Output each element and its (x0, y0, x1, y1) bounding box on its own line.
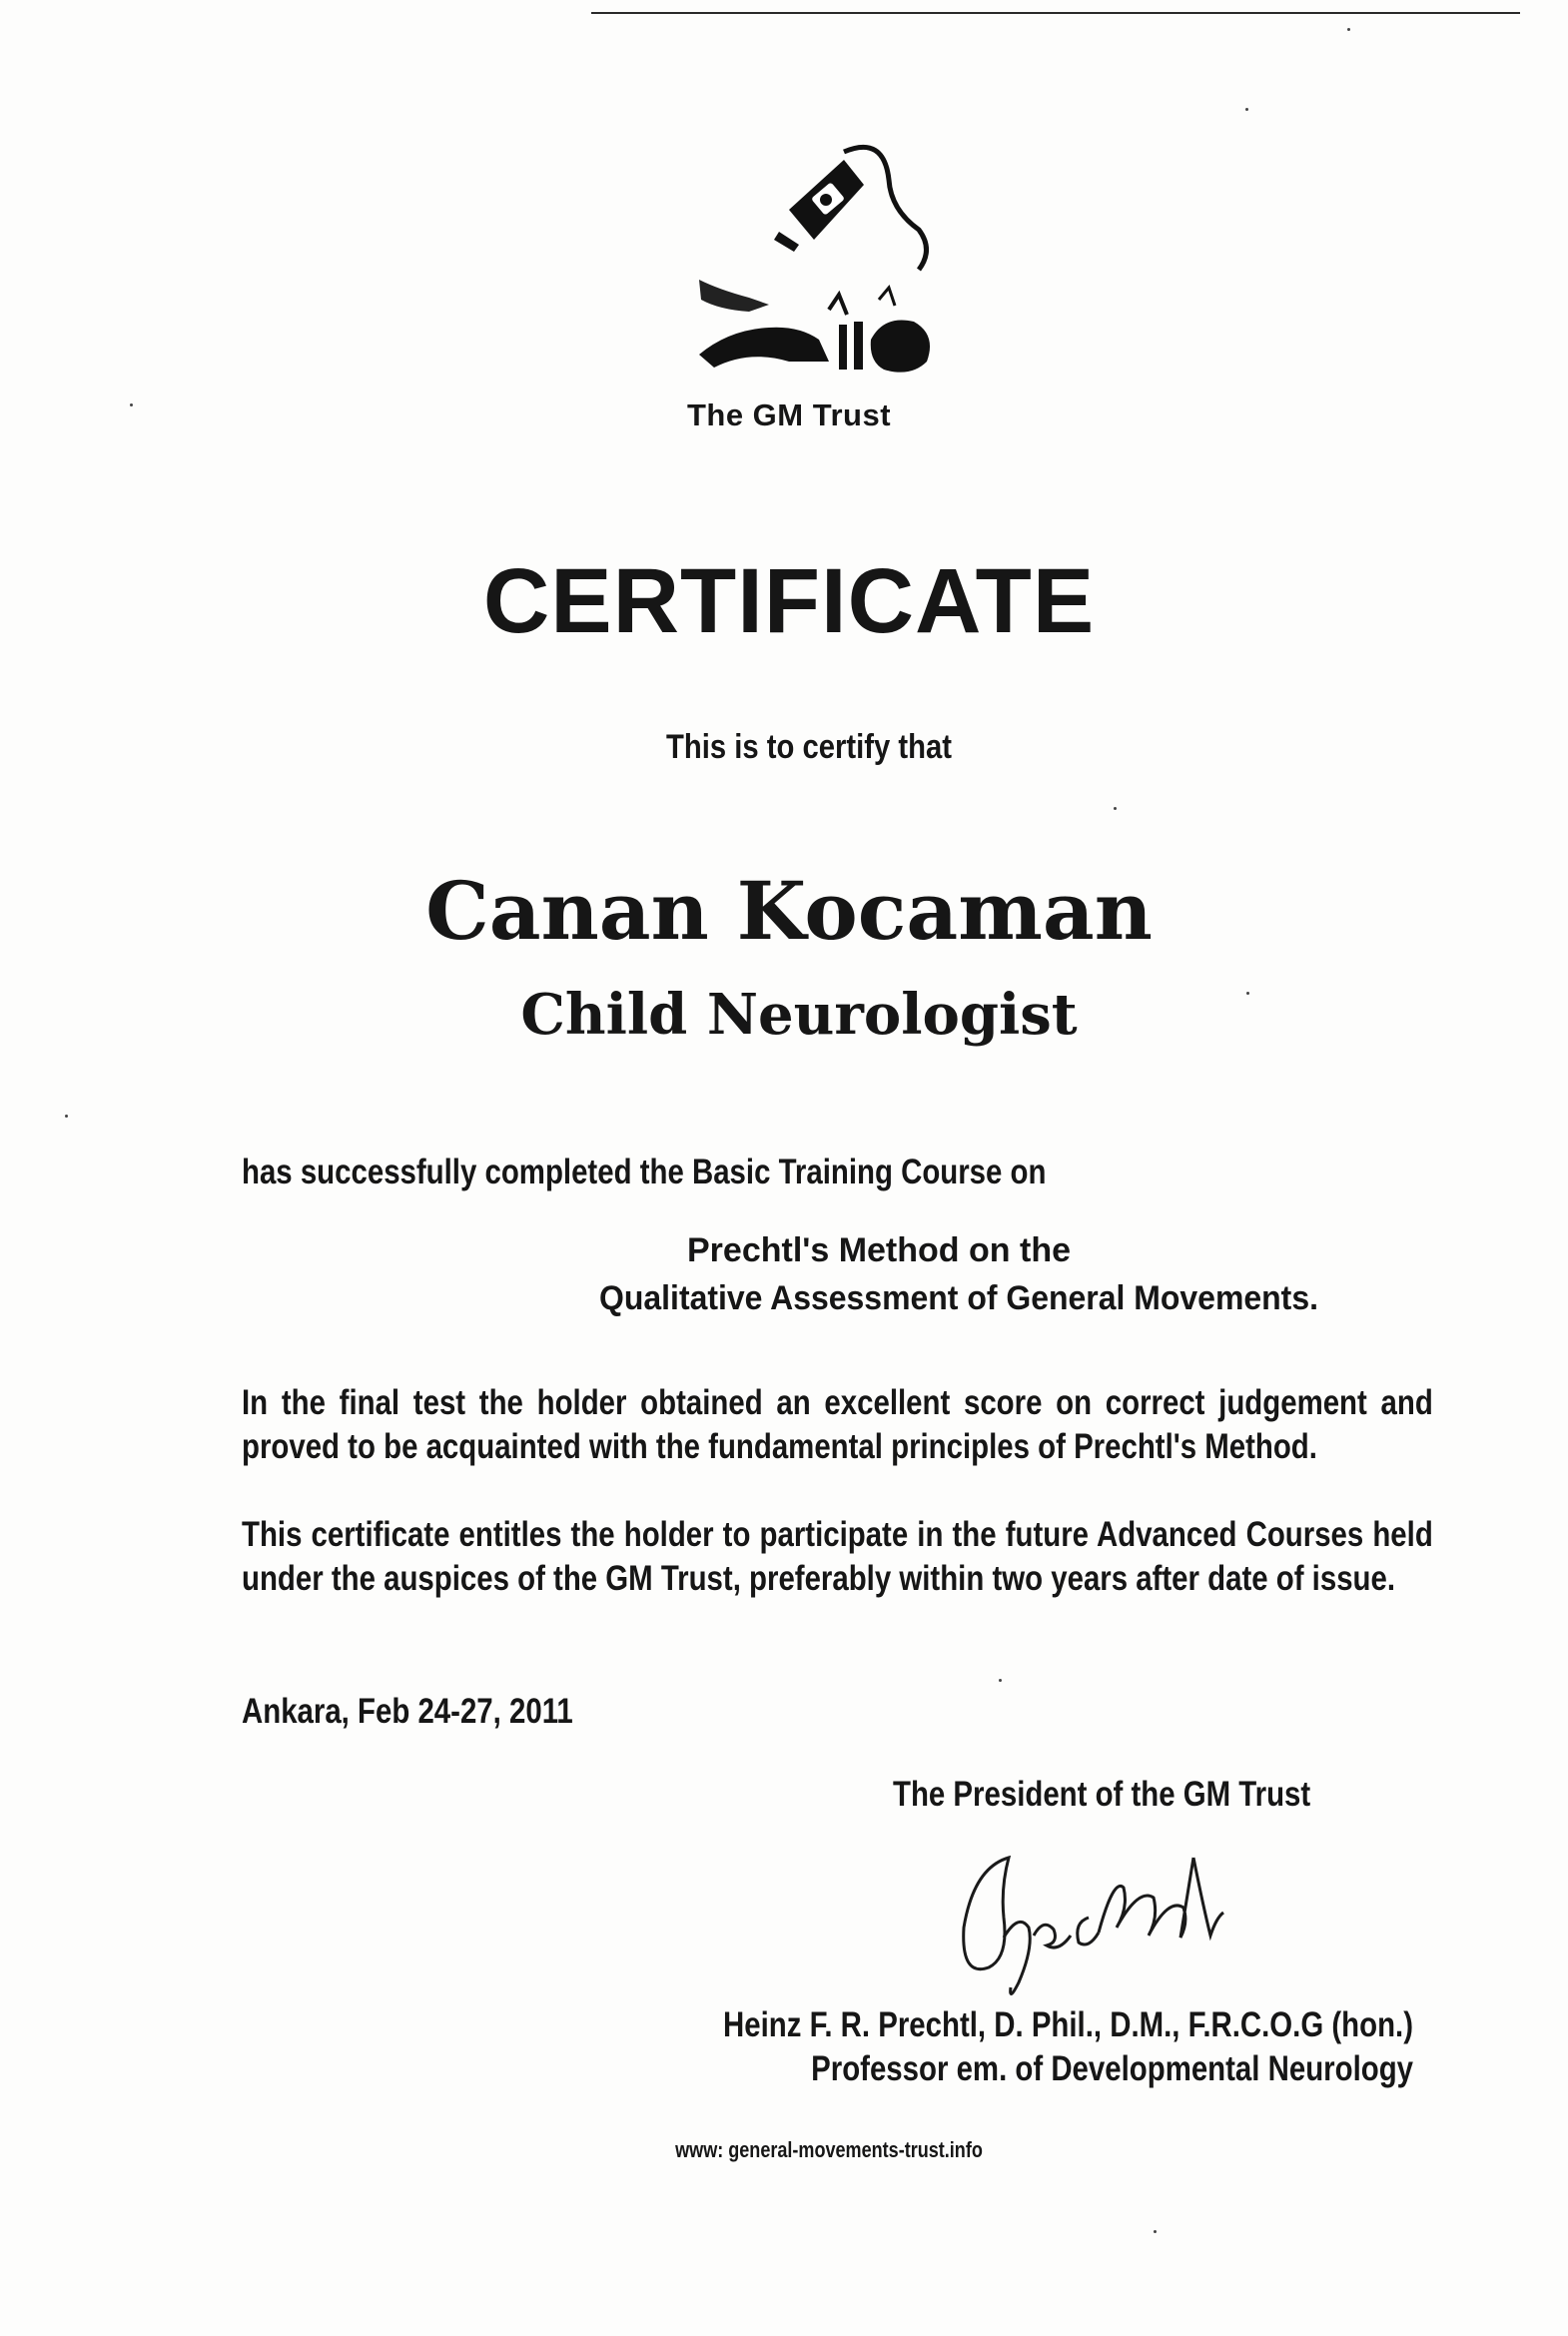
recipient-name: Canan Kocaman (425, 864, 1153, 958)
entitlement-paragraph: This certificate entitles the holder to participate in the future Advanced Courses held under the auspices of the GM Trust, preferably within two years after date of issue. (242, 1515, 1433, 1598)
logo-infant-figure (699, 280, 930, 373)
logo-camera-icon (774, 147, 927, 270)
scan-speck (1114, 807, 1117, 810)
certificate-title: CERTIFICATE (482, 550, 1096, 652)
website-url: www: general-movements-trust.info (675, 2137, 983, 2162)
scan-speck (999, 1679, 1002, 1682)
place-and-date: Ankara, Feb 24-27, 2011 (242, 1692, 573, 1731)
recipient-title: Child Neurologist (520, 982, 1078, 1048)
top-border-line (591, 12, 1520, 14)
certify-intro: This is to certify that (666, 728, 952, 766)
handwritten-signature (949, 1818, 1238, 2007)
scan-speck (1347, 28, 1350, 31)
course-name-line-2: Qualitative Assessment of General Movements. (599, 1279, 1318, 1317)
scan-speck (1154, 2230, 1157, 2233)
gm-trust-logo (679, 140, 949, 399)
scan-speck (65, 1115, 68, 1118)
signature-label: The President of the GM Trust (893, 1775, 1311, 1814)
result-paragraph: In the final test the holder obtained an excellent score on correct judgement and proved to be acquainted with the fundamental principles of Prechtl's Method. (242, 1383, 1433, 1466)
signer-name: Heinz F. R. Prechtl, D. Phil., D.M., F.R.C.O.G (hon.) (723, 2005, 1413, 2044)
scan-speck (1245, 108, 1248, 111)
scan-speck (1246, 992, 1249, 995)
organization-name: The GM Trust (686, 397, 892, 432)
course-name-line-1: Prechtl's Method on the (687, 1231, 1071, 1269)
scan-speck (130, 403, 133, 406)
signer-role: Professor em. of Developmental Neurology (811, 2049, 1413, 2088)
completion-statement: has successfully completed the Basic Training Course on (242, 1153, 1047, 1191)
